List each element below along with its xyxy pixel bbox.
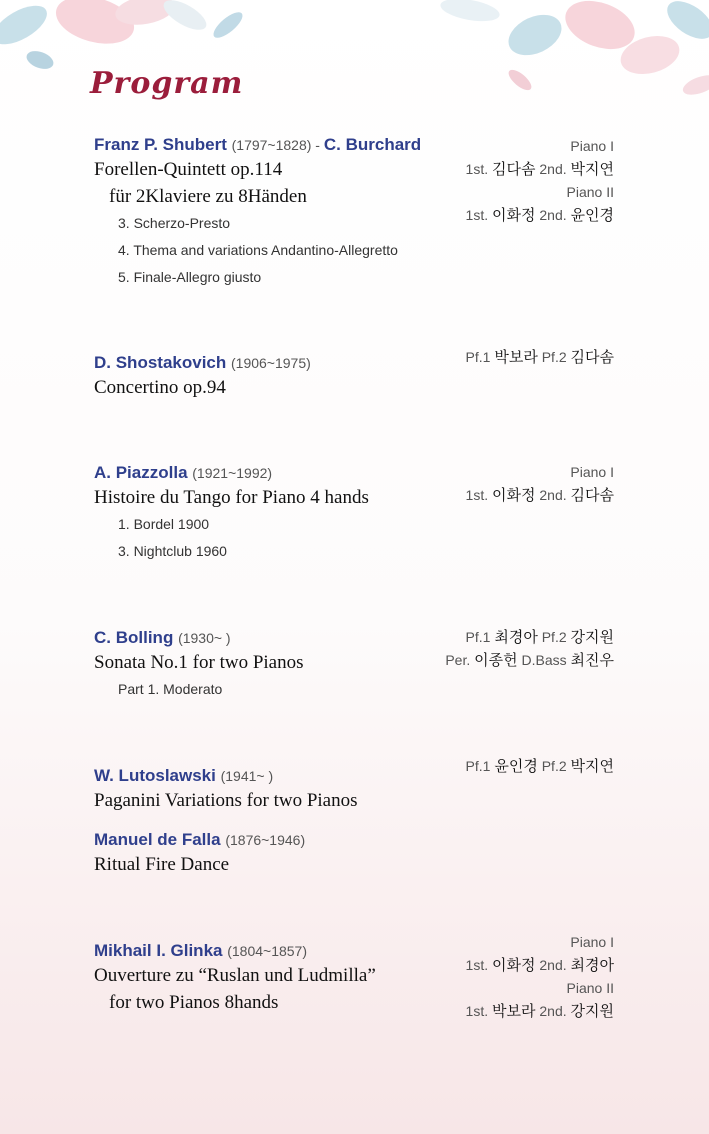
movement: 1. Bordel 1900 <box>118 516 210 532</box>
performer-name: 윤인경 <box>570 207 614 224</box>
performer-line <box>466 954 614 977</box>
composer-years: (1930~ ) <box>178 630 231 646</box>
composer-name: C. Burchard <box>323 135 422 154</box>
composer-name: Franz P. Shubert <box>94 135 227 154</box>
performers <box>445 626 614 672</box>
performers <box>466 346 614 369</box>
part-label: 1st. <box>465 957 489 973</box>
work-title: Concertino op.94 <box>94 377 226 398</box>
performer-line <box>466 346 614 369</box>
composer-years: (1797~1828) <box>231 137 312 153</box>
composer-years: (1941~ ) <box>220 768 274 784</box>
movement: 5. Finale-Allegro giusto <box>118 269 262 285</box>
performers <box>466 461 614 507</box>
composer-years: (1876~1946) <box>225 832 306 848</box>
performer-line <box>466 158 614 181</box>
part-label: 2nd. <box>539 957 567 973</box>
composer-years: (1804~1857) <box>227 943 308 959</box>
part-label: 1st. <box>465 161 489 177</box>
performer-line <box>466 755 614 778</box>
performer-name: 이화정 <box>492 957 536 974</box>
work-title: für 2Klaviere zu 8Händen <box>109 186 307 207</box>
floral-watercolor-decoration <box>0 0 709 130</box>
composer-name: Manuel de Falla <box>94 830 221 849</box>
performer-name: 최경아 <box>570 957 614 974</box>
performer-line <box>466 204 614 227</box>
work-title: Ritual Fire Dance <box>94 854 230 875</box>
performers <box>466 931 614 1023</box>
composer-name: Mikhail I. Glinka <box>94 941 223 960</box>
ensemble-label: Piano II <box>566 184 614 200</box>
part-label: Pf.2 <box>541 758 567 774</box>
performer-name: 박보라 <box>494 349 538 366</box>
ensemble-label: Piano II <box>566 980 614 996</box>
part-label: Pf.2 <box>541 629 567 645</box>
movement: 4. Thema and variations Andantino-Allegretto <box>118 242 398 258</box>
performers <box>466 135 614 227</box>
movement: 3. Scherzo-Presto <box>118 215 231 231</box>
part-label: Pf.1 <box>465 349 491 365</box>
performer-name: 최경아 <box>494 629 538 646</box>
part-label: 2nd. <box>539 207 567 223</box>
part-label: Pf.1 <box>465 629 491 645</box>
performer-name: 윤인경 <box>494 758 538 775</box>
performer-line <box>466 1000 614 1023</box>
composer-years: (1906~1975) <box>231 355 311 371</box>
work-title: Forellen-Quintett op.114 <box>94 159 283 180</box>
part-label: Pf.1 <box>465 758 491 774</box>
movement: 3. Nightclub 1960 <box>118 543 227 559</box>
part-label: Pf.2 <box>541 349 567 365</box>
performer-name: 박보라 <box>492 1003 536 1020</box>
performer-name: 최진우 <box>570 652 614 669</box>
work-title: for two Pianos 8hands <box>109 992 279 1013</box>
composer-name: D. Shostakovich <box>94 353 227 372</box>
performer-name: 박지연 <box>570 758 614 775</box>
performer-name: 이종헌 <box>474 652 518 669</box>
work-title: Ouverture zu “Ruslan und Ludmilla” <box>94 965 376 986</box>
part-label: 1st. <box>465 207 489 223</box>
performer-name: 강지원 <box>570 1003 614 1020</box>
work-title: Sonata No.1 for two Pianos <box>94 652 304 673</box>
composer-line <box>94 829 634 851</box>
performer-line <box>466 484 614 507</box>
performer-name: 이화정 <box>492 487 536 504</box>
part-label: Per. <box>445 652 471 668</box>
part-label: 1st. <box>465 1003 489 1019</box>
part-label: 2nd. <box>539 1003 567 1019</box>
work-title: Histoire du Tango for Piano 4 hands <box>94 487 369 508</box>
ensemble-label: Piano I <box>570 934 614 950</box>
composer-name: W. Lutoslawski <box>94 766 216 785</box>
performer-name: 김다솜 <box>570 487 614 504</box>
movement: Part 1. Moderato <box>118 681 223 697</box>
program-piece <box>94 829 634 878</box>
performer-name: 김다솜 <box>570 349 614 366</box>
part-label: 1st. <box>465 487 489 503</box>
performer-name: 강지원 <box>570 629 614 646</box>
performer-name: 이화정 <box>492 207 536 224</box>
program-heading: Program <box>90 66 244 101</box>
part-label: 2nd. <box>539 487 567 503</box>
ensemble-label: Piano I <box>570 138 614 154</box>
ensemble-label: Piano I <box>570 464 614 480</box>
work-title: Paganini Variations for two Pianos <box>94 790 358 811</box>
performer-line <box>445 649 614 672</box>
composer-name: C. Bolling <box>94 628 174 647</box>
performer-name: 박지연 <box>570 161 614 178</box>
performer-line <box>445 626 614 649</box>
performers <box>466 755 614 778</box>
performer-name: 김다솜 <box>492 161 536 178</box>
composer-name: A. Piazzolla <box>94 463 188 482</box>
composer-years: (1921~1992) <box>192 465 273 481</box>
part-label: 2nd. <box>539 161 567 177</box>
part-label: D.Bass <box>521 652 567 668</box>
composer-separator: - <box>311 137 324 153</box>
